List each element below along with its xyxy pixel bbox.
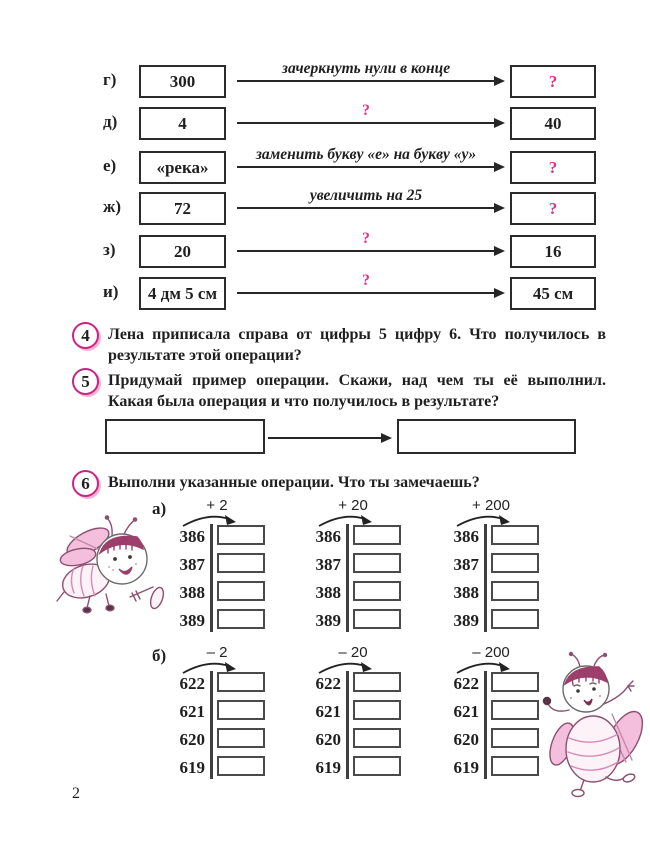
source-number: 620 <box>179 730 205 749</box>
answer-box[interactable] <box>353 525 401 545</box>
exercise-group-a2 <box>304 497 404 637</box>
exercise-group-b1 <box>168 644 268 784</box>
input-value: 300 <box>169 71 196 91</box>
input-value-box <box>139 192 226 225</box>
answer-box[interactable] <box>491 728 539 748</box>
problem-text: Придумай пример операции. Скажи, над чем ты её выполнил. Какая была операция и что получилось в результате? <box>108 372 606 410</box>
row-letter: и) <box>103 282 119 301</box>
problem-text: Лена приписала справа от цифры 5 цифру 6. Что получилось в результате этой операции? <box>108 326 606 364</box>
operation-row-i <box>0 272 650 311</box>
question-mark: ? <box>548 198 558 218</box>
row-letter: ж) <box>103 197 121 216</box>
bee-illustration-right <box>538 650 648 798</box>
problem-number: 5 <box>81 371 90 391</box>
arrow-right-icon <box>237 207 495 209</box>
operation-label: заменить букву «е» на букву «у» <box>255 146 477 163</box>
exercise-group-a1 <box>168 497 268 637</box>
input-value: 20 <box>174 241 191 261</box>
source-number: 622 <box>453 674 479 693</box>
source-number: 389 <box>315 611 341 630</box>
divider-line <box>484 524 487 632</box>
answer-box[interactable] <box>491 756 539 776</box>
arrow-right-icon <box>237 80 495 82</box>
input-value-box <box>139 107 226 140</box>
source-number: 388 <box>453 583 479 602</box>
answer-box[interactable] <box>491 672 539 692</box>
source-number: 388 <box>315 583 341 602</box>
source-number: 619 <box>179 758 205 777</box>
source-number: 387 <box>453 555 479 574</box>
answer-box[interactable] <box>217 525 265 545</box>
input-value: 4 дм 5 см <box>147 283 218 303</box>
source-number: 386 <box>315 527 341 546</box>
answer-box[interactable] <box>491 581 539 601</box>
source-number: 386 <box>179 527 205 546</box>
operation-row-d <box>0 102 650 141</box>
answer-box[interactable] <box>217 553 265 573</box>
source-number: 621 <box>315 702 341 721</box>
divider-line <box>484 671 487 779</box>
source-number: 619 <box>453 758 479 777</box>
source-number: 389 <box>179 611 205 630</box>
bee-illustration-left <box>50 512 168 630</box>
operation-label: – 2 <box>206 644 228 661</box>
problem-text: Выполни указанные операции. Что ты замечаешь? <box>108 474 480 491</box>
answer-box[interactable] <box>353 609 401 629</box>
output-value: 45 см <box>532 283 574 303</box>
problem-number-badge <box>72 368 99 395</box>
exercise-group-b3 <box>442 644 542 784</box>
problem-number-badge <box>72 322 99 349</box>
source-number: 621 <box>179 702 205 721</box>
answer-box[interactable] <box>353 553 401 573</box>
source-number: 387 <box>179 555 205 574</box>
input-value-box <box>139 151 226 184</box>
operation-row-zh <box>0 187 650 226</box>
output-value: 16 <box>544 241 562 261</box>
arrow-right-icon <box>237 166 495 168</box>
output-value: 40 <box>544 113 562 133</box>
part-label: б) <box>152 646 167 665</box>
operation-question-mark: ? <box>362 102 370 119</box>
input-value: «река» <box>156 157 209 177</box>
output-value-box <box>510 235 596 268</box>
operation-question-mark: ? <box>362 272 370 289</box>
problem-number-badge <box>72 470 99 497</box>
source-number: 622 <box>179 674 205 693</box>
source-number: 621 <box>453 702 479 721</box>
answer-box[interactable] <box>491 609 539 629</box>
question-mark: ? <box>548 157 558 177</box>
answer-box[interactable] <box>217 581 265 601</box>
question-mark: ? <box>548 71 558 91</box>
answer-box[interactable] <box>217 756 265 776</box>
source-number: 386 <box>453 527 479 546</box>
answer-box[interactable] <box>217 609 265 629</box>
answer-box[interactable] <box>353 728 401 748</box>
part-label: а) <box>152 499 167 518</box>
input-value-box <box>139 235 226 268</box>
answer-box[interactable] <box>491 525 539 545</box>
input-value: 72 <box>174 198 191 218</box>
answer-box[interactable] <box>353 581 401 601</box>
row-letter: з) <box>103 240 116 259</box>
source-number: 620 <box>315 730 341 749</box>
answer-box[interactable] <box>217 728 265 748</box>
arrow-right-icon <box>268 437 382 439</box>
source-number: 389 <box>453 611 479 630</box>
exercise-group-b2 <box>304 644 404 784</box>
answer-box[interactable] <box>491 700 539 720</box>
operation-question-mark: ? <box>362 230 370 247</box>
operation-label: зачеркнуть нули в конце <box>281 60 451 77</box>
row-letter: д) <box>103 112 118 131</box>
output-value-box <box>510 107 596 140</box>
input-value-box <box>139 65 226 98</box>
source-number: 620 <box>453 730 479 749</box>
input-value: 4 <box>178 113 187 133</box>
operation-row-e <box>0 146 650 185</box>
operation-label: – 200 <box>472 644 510 661</box>
divider-line <box>210 524 213 632</box>
operation-row-z <box>0 230 650 269</box>
answer-box[interactable] <box>353 700 401 720</box>
source-number: 388 <box>179 583 205 602</box>
source-number: 387 <box>315 555 341 574</box>
input-value-box <box>139 277 226 310</box>
operation-label: – 20 <box>338 644 368 661</box>
output-value-box[interactable] <box>510 151 596 184</box>
problem-number: 4 <box>81 325 90 345</box>
output-value-box <box>510 277 596 310</box>
operation-row-g <box>0 60 650 99</box>
divider-line <box>210 671 213 779</box>
answer-box[interactable] <box>217 700 265 720</box>
source-number: 622 <box>315 674 341 693</box>
divider-line <box>346 524 349 632</box>
answer-box[interactable] <box>217 672 265 692</box>
output-value-box[interactable] <box>510 192 596 225</box>
arrow-right-icon <box>237 122 495 124</box>
operation-label: + 200 <box>472 497 510 514</box>
answer-box[interactable] <box>353 672 401 692</box>
arrow-right-icon <box>237 292 495 294</box>
operation-label: увеличить на 25 <box>309 187 423 204</box>
exercise-group-a3 <box>442 497 542 637</box>
page-number: 2 <box>72 785 80 802</box>
answer-box[interactable] <box>397 419 576 454</box>
output-value-box[interactable] <box>510 65 596 98</box>
source-number: 619 <box>315 758 341 777</box>
operation-label: + 2 <box>206 497 228 514</box>
divider-line <box>346 671 349 779</box>
row-letter: е) <box>103 156 117 175</box>
operation-label: + 20 <box>338 497 368 514</box>
answer-box[interactable] <box>105 419 265 454</box>
row-letter: г) <box>103 70 117 89</box>
answer-box[interactable] <box>353 756 401 776</box>
answer-box[interactable] <box>491 553 539 573</box>
arrow-right-icon <box>237 250 495 252</box>
problem-number: 6 <box>81 473 90 493</box>
